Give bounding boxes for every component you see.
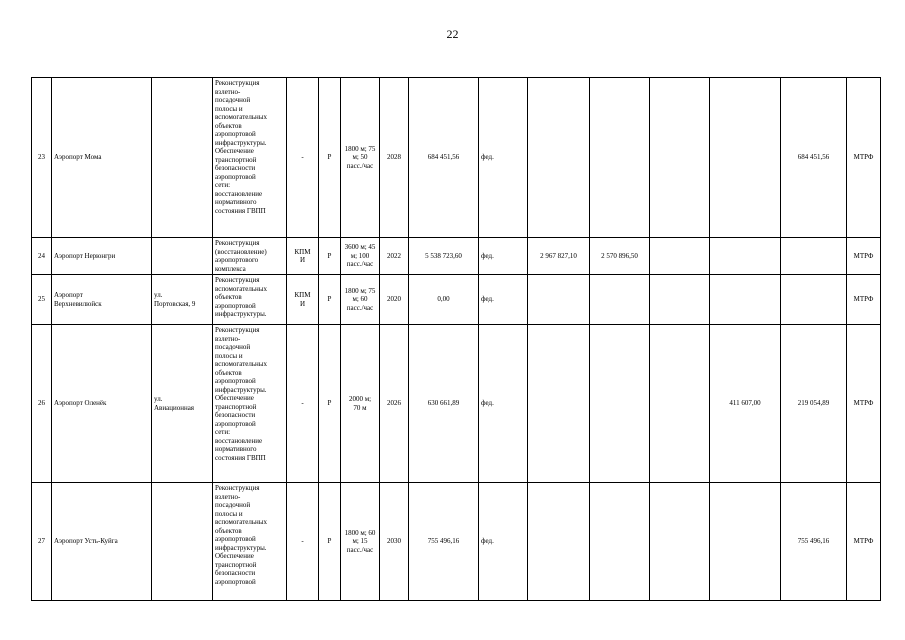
year: 2022 <box>380 238 409 275</box>
responsible-org: МТРФ <box>847 238 881 275</box>
capacity: 1800 м; 75 м; 60 пасс./час <box>341 275 380 325</box>
work-description: Реконструкция вспомогательных объектов аэропортовой инфраструктуры. <box>213 275 287 325</box>
table-row <box>32 238 881 275</box>
airport-name: Аэропорт Оленёк <box>52 325 152 483</box>
amount-col-3 <box>650 483 710 601</box>
amount-col-5: 755 496,16 <box>781 483 847 601</box>
amount-col-2: 2 570 896,50 <box>590 238 650 275</box>
amount-col-1 <box>528 325 590 483</box>
code: - <box>287 325 319 483</box>
airport-name: Аэропорт Верхневилюйск <box>52 275 152 325</box>
amount-col-2 <box>590 483 650 601</box>
responsible-org: МТРФ <box>847 275 881 325</box>
amount-col-3 <box>650 275 710 325</box>
address: ул. Портовская, 9 <box>152 275 213 325</box>
amount-col-5: 684 451,56 <box>781 78 847 238</box>
table-row <box>32 78 881 238</box>
address: ул. Авиационная <box>152 325 213 483</box>
amount-col-4 <box>710 275 781 325</box>
responsible-org: МТРФ <box>847 483 881 601</box>
amount-col-2 <box>590 78 650 238</box>
amount-col-2 <box>590 325 650 483</box>
address <box>152 238 213 275</box>
amount-col-5: 219 054,89 <box>781 325 847 483</box>
amount-col-1 <box>528 78 590 238</box>
funding-source: фед. <box>479 325 528 483</box>
capacity: 1800 м; 60 м; 15 пасс./час <box>341 483 380 601</box>
amount-col-3 <box>650 78 710 238</box>
funding-source: фед. <box>479 275 528 325</box>
capacity: 2000 м; 70 м <box>341 325 380 483</box>
amount-col-3 <box>650 238 710 275</box>
work-description: Реконструкция (восстановление) аэропортового комплекса <box>213 238 287 275</box>
type: Р <box>319 325 341 483</box>
amount-col-5 <box>781 238 847 275</box>
capacity: 3600 м; 45 м; 100 пасс./час <box>341 238 380 275</box>
row-number: 23 <box>32 78 52 238</box>
code: КПМ И <box>287 275 319 325</box>
page-number: 22 <box>446 27 459 41</box>
amount-col-4 <box>710 483 781 601</box>
year: 2026 <box>380 325 409 483</box>
airport-reconstruction-table <box>31 77 881 601</box>
amount-col-5 <box>781 275 847 325</box>
total-cost: 630 661,89 <box>409 325 479 483</box>
address <box>152 78 213 238</box>
total-cost: 684 451,56 <box>409 78 479 238</box>
amount-col-1 <box>528 483 590 601</box>
amount-col-2 <box>590 275 650 325</box>
airport-name: Аэропорт Мома <box>52 78 152 238</box>
type: Р <box>319 275 341 325</box>
funding-source: фед. <box>479 78 528 238</box>
type: Р <box>319 78 341 238</box>
responsible-org: МТРФ <box>847 325 881 483</box>
amount-col-3 <box>650 325 710 483</box>
funding-source: фед. <box>479 483 528 601</box>
amount-col-1 <box>528 275 590 325</box>
amount-col-1: 2 967 827,10 <box>528 238 590 275</box>
responsible-org: МТРФ <box>847 78 881 238</box>
table-row <box>32 275 881 325</box>
total-cost: 5 538 723,60 <box>409 238 479 275</box>
code: - <box>287 483 319 601</box>
amount-col-4 <box>710 78 781 238</box>
year: 2030 <box>380 483 409 601</box>
table-row <box>32 483 881 601</box>
amount-col-4: 411 607,00 <box>710 325 781 483</box>
total-cost: 0,00 <box>409 275 479 325</box>
work-description: Реконструкция взлетно- посадочной полосы и вспомогательных объектов аэропортовой инфраструктуры. Обеспечение транспортной безопасности аэропортовой сети: восстановление нормативного состояния ГВПП <box>213 78 287 238</box>
type: Р <box>319 238 341 275</box>
airport-name: Аэропорт Усть-Куйга <box>52 483 152 601</box>
funding-source: фед. <box>479 238 528 275</box>
row-number: 27 <box>32 483 52 601</box>
year: 2020 <box>380 275 409 325</box>
year: 2028 <box>380 78 409 238</box>
address <box>152 483 213 601</box>
code: КПМ И <box>287 238 319 275</box>
row-number: 24 <box>32 238 52 275</box>
code: - <box>287 78 319 238</box>
type: Р <box>319 483 341 601</box>
row-number: 25 <box>32 275 52 325</box>
airport-name: Аэропорт Нерюнгри <box>52 238 152 275</box>
row-number: 26 <box>32 325 52 483</box>
amount-col-4 <box>710 238 781 275</box>
work-description: Реконструкция взлетно- посадочной полосы и вспомогательных объектов аэропортовой инфраструктуры. Обеспечение транспортной безопасности аэропортовой сети: восстановление нормативного состояния ГВПП <box>213 325 287 483</box>
total-cost: 755 496,16 <box>409 483 479 601</box>
work-description: Реконструкция взлетно- посадочной полосы и вспомогательных объектов аэропортовой инфраструктуры. Обеспечение транспортной безопасности аэропортовой <box>213 483 287 601</box>
capacity: 1800 м; 75 м; 50 пасс./час <box>341 78 380 238</box>
table-row <box>32 325 881 483</box>
